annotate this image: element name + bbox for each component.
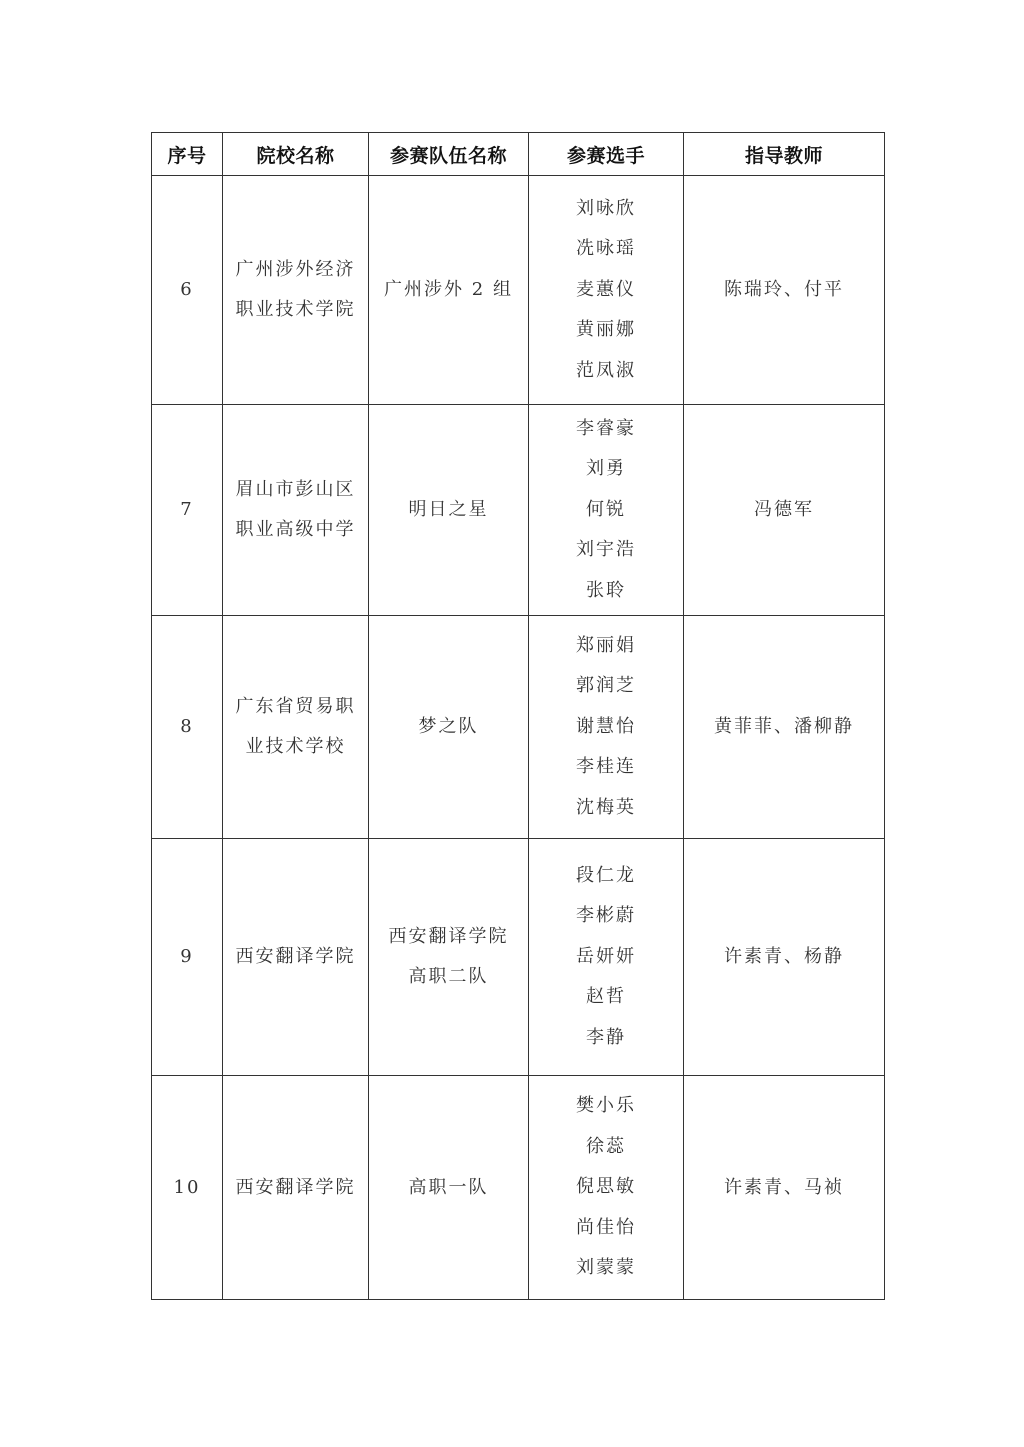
table-row <box>152 1076 885 1300</box>
player-name: 张聆 <box>586 579 626 601</box>
player-name: 刘咏欣 <box>576 197 636 219</box>
player-name: 樊小乐 <box>576 1095 636 1117</box>
player-name: 何锐 <box>586 498 626 520</box>
table-header-row <box>152 133 885 176</box>
advisor-cell: 冯德军 <box>684 405 885 616</box>
school-name-line: 职业高级中学 <box>235 519 356 540</box>
player-name: 冼咏瑶 <box>576 238 636 260</box>
row-index: 10 <box>152 1076 223 1300</box>
team-name-line: 明日之星 <box>408 499 489 520</box>
team-name-line: 西安翻译学院 <box>388 926 509 947</box>
row-index: 8 <box>152 616 223 839</box>
player-name: 沈梅英 <box>576 796 636 818</box>
player-name: 李静 <box>586 1026 626 1048</box>
team-name-cell <box>369 176 529 405</box>
team-name-line: 广州涉外 2 组 <box>384 279 513 300</box>
players-cell <box>529 1076 684 1300</box>
player-name: 李睿豪 <box>576 417 636 439</box>
advisor-cell: 许素青、杨静 <box>684 839 885 1076</box>
player-name: 范凤淑 <box>576 359 636 381</box>
team-name-line: 高职二队 <box>408 966 489 987</box>
team-name-line: 高职一队 <box>408 1176 489 1198</box>
player-name: 刘勇 <box>586 458 626 480</box>
team-name-cell <box>369 1076 529 1300</box>
player-name: 麦蕙仪 <box>576 278 636 300</box>
school-name-line: 眉山市彭山区 <box>235 479 356 500</box>
school-name-cell <box>223 1076 369 1300</box>
table-row <box>152 405 885 616</box>
team-name-cell <box>369 405 529 616</box>
header-players: 参赛选手 <box>529 133 684 176</box>
advisor-cell: 陈瑞玲、付平 <box>684 176 885 405</box>
players-cell <box>529 616 684 839</box>
header-team: 参赛队伍名称 <box>369 133 529 176</box>
header-advisor: 指导教师 <box>684 133 885 176</box>
player-name: 刘宇浩 <box>576 539 636 561</box>
row-index: 9 <box>152 839 223 1076</box>
team-name-cell <box>369 616 529 839</box>
team-name-line: 梦之队 <box>418 716 479 737</box>
school-name-cell <box>223 616 369 839</box>
players-cell <box>529 839 684 1076</box>
player-name: 李桂连 <box>576 756 636 778</box>
player-name: 刘蒙蒙 <box>576 1257 636 1279</box>
player-name: 尚佳怡 <box>576 1216 636 1238</box>
school-name-line: 广东省贸易职 <box>235 696 356 717</box>
player-name: 徐蕊 <box>586 1135 626 1157</box>
school-name-line: 业技术学校 <box>245 736 346 757</box>
players-cell <box>529 176 684 405</box>
advisor-cell: 黄菲菲、潘柳静 <box>684 616 885 839</box>
advisor-cell: 许素青、马祯 <box>684 1076 885 1300</box>
team-roster-table <box>151 132 885 1300</box>
player-name: 岳妍妍 <box>576 945 636 967</box>
player-name: 段仁龙 <box>576 864 636 886</box>
player-name: 倪思敏 <box>576 1176 636 1198</box>
player-name: 郑丽娟 <box>576 634 636 656</box>
school-name-cell <box>223 176 369 405</box>
player-name: 谢慧怡 <box>576 715 636 737</box>
row-index: 7 <box>152 405 223 616</box>
player-name: 郭润芝 <box>576 675 636 697</box>
table-row <box>152 176 885 405</box>
players-cell <box>529 405 684 616</box>
player-name: 赵哲 <box>586 986 626 1008</box>
player-name: 黄丽娜 <box>576 319 636 341</box>
school-name-line: 职业技术学院 <box>235 299 356 320</box>
header-index: 序号 <box>152 133 223 176</box>
school-name-cell <box>223 405 369 616</box>
team-name-cell <box>369 839 529 1076</box>
table-row <box>152 616 885 839</box>
header-school: 院校名称 <box>223 133 369 176</box>
school-name-line: 西安翻译学院 <box>235 946 356 967</box>
player-name: 李彬蔚 <box>576 905 636 927</box>
row-index: 6 <box>152 176 223 405</box>
school-name-line: 西安翻译学院 <box>235 1176 356 1198</box>
table-row <box>152 839 885 1076</box>
school-name-line: 广州涉外经济 <box>235 259 356 280</box>
school-name-cell <box>223 839 369 1076</box>
